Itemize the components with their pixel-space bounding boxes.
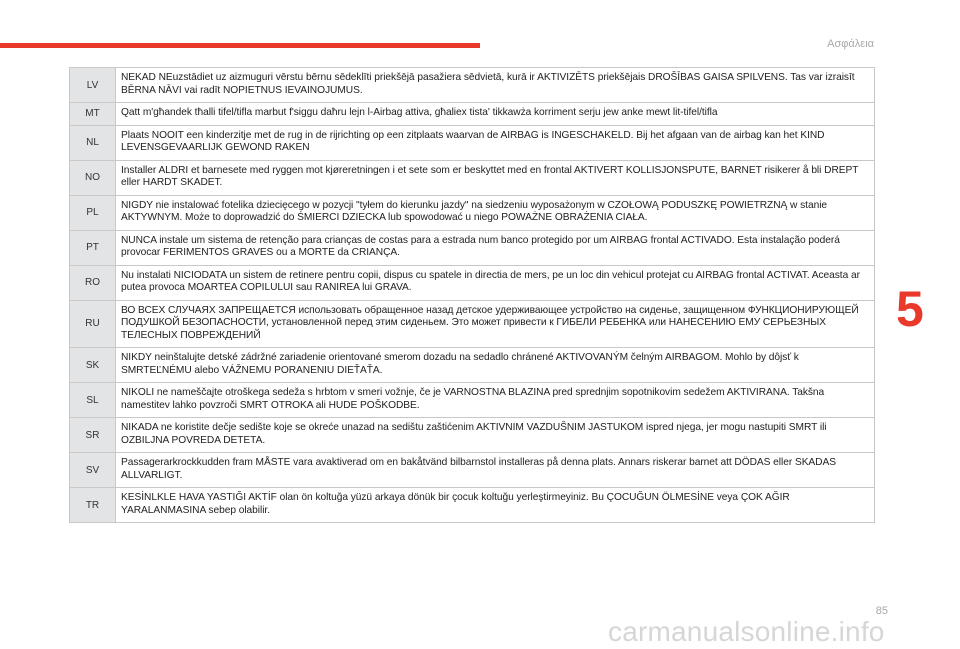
- table-row: [70, 231, 874, 266]
- warning-text: ВО ВСЕХ СЛУЧАЯХ ЗАПРЕЩАЕТСЯ использовать обращенное назад детское удерживающее устройство на сиденье, защищенном ФУНКЦИОНИРУЮЩЕЙ ПОДУШКОЙ БЕЗОПАСНОСТИ, установленной перед этим сиденьем. Это может привести к ГИБЕЛИ РЕБЕНКА или НАНЕСЕНИЮ ЕМУ СЕРЬЕЗНЫХ ТЕЛЕСНЫХ ПОВРЕЖДЕНИЙ: [121, 304, 859, 341]
- chapter-number: 5: [896, 281, 924, 337]
- language-code: LV: [70, 68, 116, 102]
- warning-text: Installer ALDRI et barnesete med ryggen mot kjøreretningen i et sete som er beskyttet med en frontal AKTIVERT KOLLISJONSPUTE, BARNET risikerer å bli DREPT eller HARDT SKADET.: [121, 164, 859, 188]
- warning-text: Passagerarkrockkudden fram MÅSTE vara avaktiverad om en bakåtvänd bilbarnstol installeras på denna plats. Annars riskerar barnet att DÖDAS eller SKADAS ALLVARLIGT.: [121, 457, 836, 481]
- table-row: [70, 103, 874, 126]
- warning-text: NIGDY nie instalować fotelika dziecięcego w pozycji "tyłem do kierunku jazdy" na siedzeniu wyposażonym w CZOŁOWĄ PODUSZKĘ POWIETRZNĄ w stanie AKTYWNYM. Może to doprowadzić do ŚMIERCI DZIECKA lub spowodować u niego POWAŻNE OBRAŻENIA CIAŁA.: [121, 199, 828, 223]
- table-row: [70, 161, 874, 196]
- language-code: RU: [70, 301, 116, 348]
- warning-text: Plaats NOOIT een kinderzitje met de rug in de rijrichting op een zitplaats waarvan de AIRBAG is INGESCHAKELD. Bij het afgaan van de airbag kan het KIND LEVENSGEVAARLIJK GEWOND RAKEN: [121, 129, 825, 153]
- language-code: SV: [70, 453, 116, 487]
- warning-table: [69, 67, 875, 523]
- table-row: [70, 196, 874, 231]
- header-accent-bar: [0, 43, 480, 48]
- warning-text: Qatt m'għandek tħalli tifel/tifla marbut f'siggu daħru lejn l-Airbag attiva, għaliex tista' tikkawża korriment serju jew anke mewt lit-tifel/tifla: [121, 107, 718, 118]
- table-row: [70, 126, 874, 161]
- watermark: carmanualsonline.info: [608, 616, 885, 647]
- table-row: [70, 488, 874, 523]
- language-code: NO: [70, 161, 116, 195]
- warning-text: NIKDY neinštalujte detské zádržné zariadenie orientované smerom dozadu na sedadlo chránené AKTIVOVANÝM čelným AIRBAGOM. Mohlo by dôjsť k SMRTEĽNÉMU alebo VÁŽNEMU PORANENIU DIEŤAŤA.: [121, 352, 799, 376]
- table-row: [70, 418, 874, 453]
- language-code: TR: [70, 488, 116, 522]
- page-number: 85: [875, 605, 888, 617]
- table-row: [70, 348, 874, 383]
- language-code: NL: [70, 126, 116, 160]
- language-code: SK: [70, 348, 116, 382]
- language-code: SL: [70, 383, 116, 417]
- table-row: [70, 301, 874, 349]
- table-row: [70, 383, 874, 418]
- language-code: PT: [70, 231, 116, 265]
- language-code: SR: [70, 418, 116, 452]
- warning-text: NUNCA instale um sistema de retenção para crianças de costas para a estrada num banco protegido por um AIRBAG frontal ACTIVADO. Esta instalação poderá provocar FERIMENTOS GRAVES ou a MORTE da CRIANÇA.: [121, 234, 840, 258]
- table-row: [70, 68, 874, 103]
- warning-text: NEKAD NEuzstādiet uz aizmuguri vērstu bērnu sēdeklīti priekšējā pasažiera sēdvietā, kurā ir AKTIVIZĒTS priekšējais DROŠĪBAS GAISA SPILVENS. Tas var izraisīt BĒRNA NĀVI vai radīt NOPIETNUS IEVAINOJUMUS.: [121, 72, 855, 96]
- section-title: Ασφάλεια: [827, 38, 874, 50]
- language-code: MT: [70, 103, 116, 125]
- warning-text: NIKADA ne koristite dečje sedište koje se okreće unazad na sedištu zaštićenim AKTIVNIM VAZDUŠNIM JASTUKOM ispred njega, jer mogu nastupiti SMRT ili OZBILJNA POVREDA DETETA.: [121, 422, 827, 446]
- language-code: PL: [70, 196, 116, 230]
- warning-text: KESİNLKLE HAVA YASTIĞI AKTİF olan ön koltuğa yüzü arkaya dönük bir çocuk koltuğu yerleştirmeyiniz. Bu ÇOCUĞUN ÖLMESİNE veya ÇOK AĞIR YARALANMASINA sebep olabilir.: [121, 492, 790, 516]
- table-row: [70, 453, 874, 488]
- warning-text: Nu instalati NICIODATA un sistem de retinere pentru copii, dispus cu spatele in directia de mers, pe un loc din vehicul protejat cu AIRBAG frontal ACTIVAT. Aceasta ar putea provoca MOARTEA COPILULUI sau RANIREA lui GRAVA.: [121, 269, 860, 293]
- table-row: [70, 266, 874, 301]
- language-code: RO: [70, 266, 116, 300]
- warning-text: NIKOLI ne nameščajte otroškega sedeža s hrbtom v smeri vožnje, če je VARNOSTNA BLAZINA pred sprednjim sopotnikovim sedežem AKTIVIRANA. Takšna namestitev lahko povzroči SMRT OTROKA ali HUDE POŠKODBE.: [121, 387, 825, 411]
